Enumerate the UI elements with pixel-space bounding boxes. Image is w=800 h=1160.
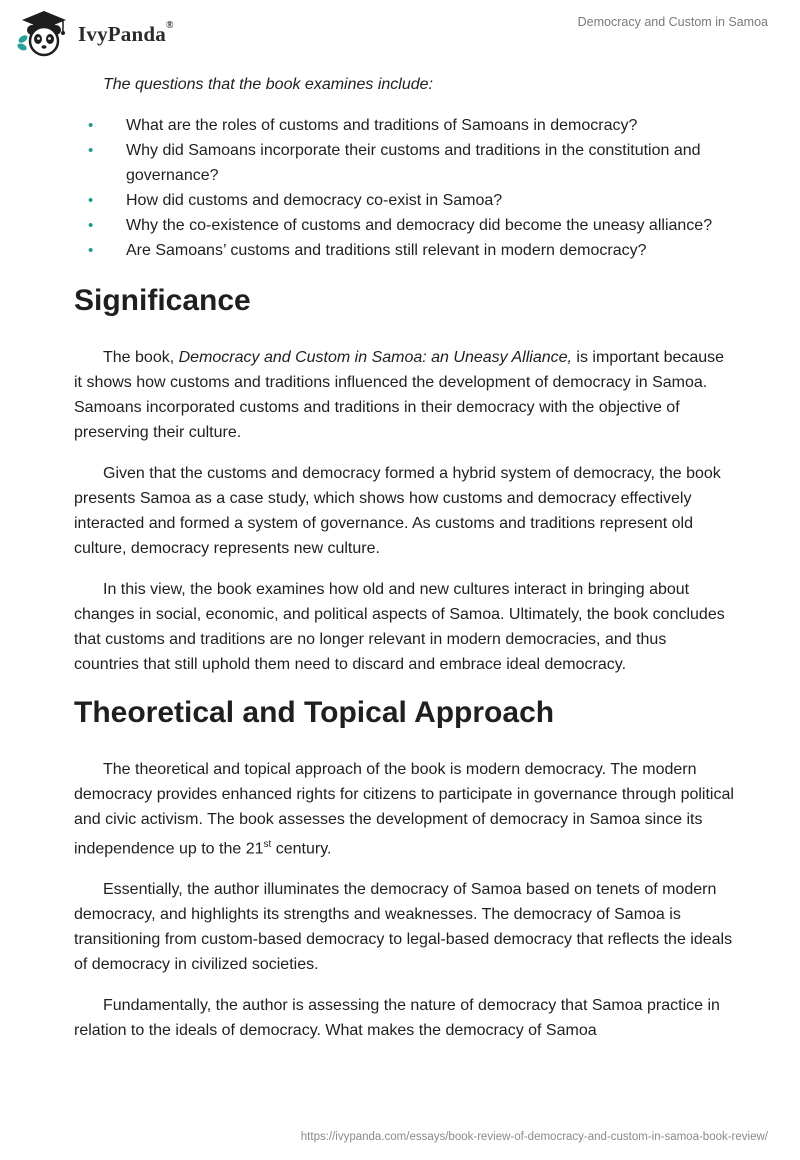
bullet-icon: • xyxy=(88,142,94,159)
approach-paragraph-1: The theoretical and topical approach of the book is modern democracy. The modern democracy provides enhanced rights for citizens to participate in governance through political and civic activism. The book assesses the development of democracy in Samoa since its independence up to the 21st century. xyxy=(74,761,734,858)
approach-heading: Theoretical and Topical Approach xyxy=(74,696,555,729)
approach-paragraph-3: Fundamentally, the author is assessing the nature of democracy that Samoa practice in relation to the ideals of democracy. What makes the democracy of Samoa xyxy=(74,997,720,1040)
footer-url-link[interactable]: https://ivypanda.com/essays/book-review-of-democracy-and-custom-in-samoa-book-review/ xyxy=(300,1131,768,1143)
approach-paragraph-2: Essentially, the author illuminates the democracy of Samoa based on tenets of modern democracy, and highlights its strengths and weaknesses. The democracy of Samoa is transitioning from custom-based democracy to legal-based democracy that reflects the ideals of democracy in civilized societies. xyxy=(74,881,733,974)
list-item: • Are Samoans’ customs and traditions still relevant in modern democracy? xyxy=(74,238,734,263)
document-title: Democracy and Custom in Samoa xyxy=(577,15,768,29)
list-item: • Why the co-existence of customs and democracy did become the uneasy alliance? xyxy=(74,213,734,238)
significance-paragraph-1: The book, Democracy and Custom in Samoa: an Uneasy Alliance, is important because it shows how customs and traditions influenced the development of democracy in Samoa. Samoans incorporated customs and traditions in their democracy with the objective of preserving their culture. xyxy=(74,349,725,441)
list-item: • What are the roles of customs and traditions of Samoans in democracy? xyxy=(74,113,734,138)
page-header xyxy=(0,0,800,60)
bullet-icon: • xyxy=(88,117,94,134)
brand-name[interactable]: IvyPanda® xyxy=(78,20,174,46)
significance-heading: Significance xyxy=(74,284,251,317)
article-body xyxy=(74,72,734,1059)
questions-intro: The questions that the book examines include: xyxy=(103,76,433,93)
significance-paragraph-3: In this view, the book examines how old and new cultures interact in bringing about changes in social, economic, and political aspects of Samoa. Ultimately, the book concludes that customs and traditions are no longer relevant in modern democracies, and thus countries that still uphold them need to discard and embrace ideal democracy. xyxy=(74,581,725,673)
list-item: • Why did Samoans incorporate their customs and traditions in the constitution and governance? xyxy=(74,138,734,188)
bullet-icon: • xyxy=(88,192,94,209)
bullet-icon: • xyxy=(88,242,94,259)
questions-list xyxy=(74,113,734,263)
ivypanda-logo-icon[interactable] xyxy=(14,8,74,58)
significance-paragraph-2: Given that the customs and democracy formed a hybrid system of democracy, the book presents Samoa as a case study, which shows how customs and democracy effectively interacted and formed a system of governance. As customs and traditions represent old culture, democracy represents new culture. xyxy=(74,465,721,557)
list-item: • How did customs and democracy co-exist in Samoa? xyxy=(74,188,734,213)
bullet-icon: • xyxy=(88,217,94,234)
